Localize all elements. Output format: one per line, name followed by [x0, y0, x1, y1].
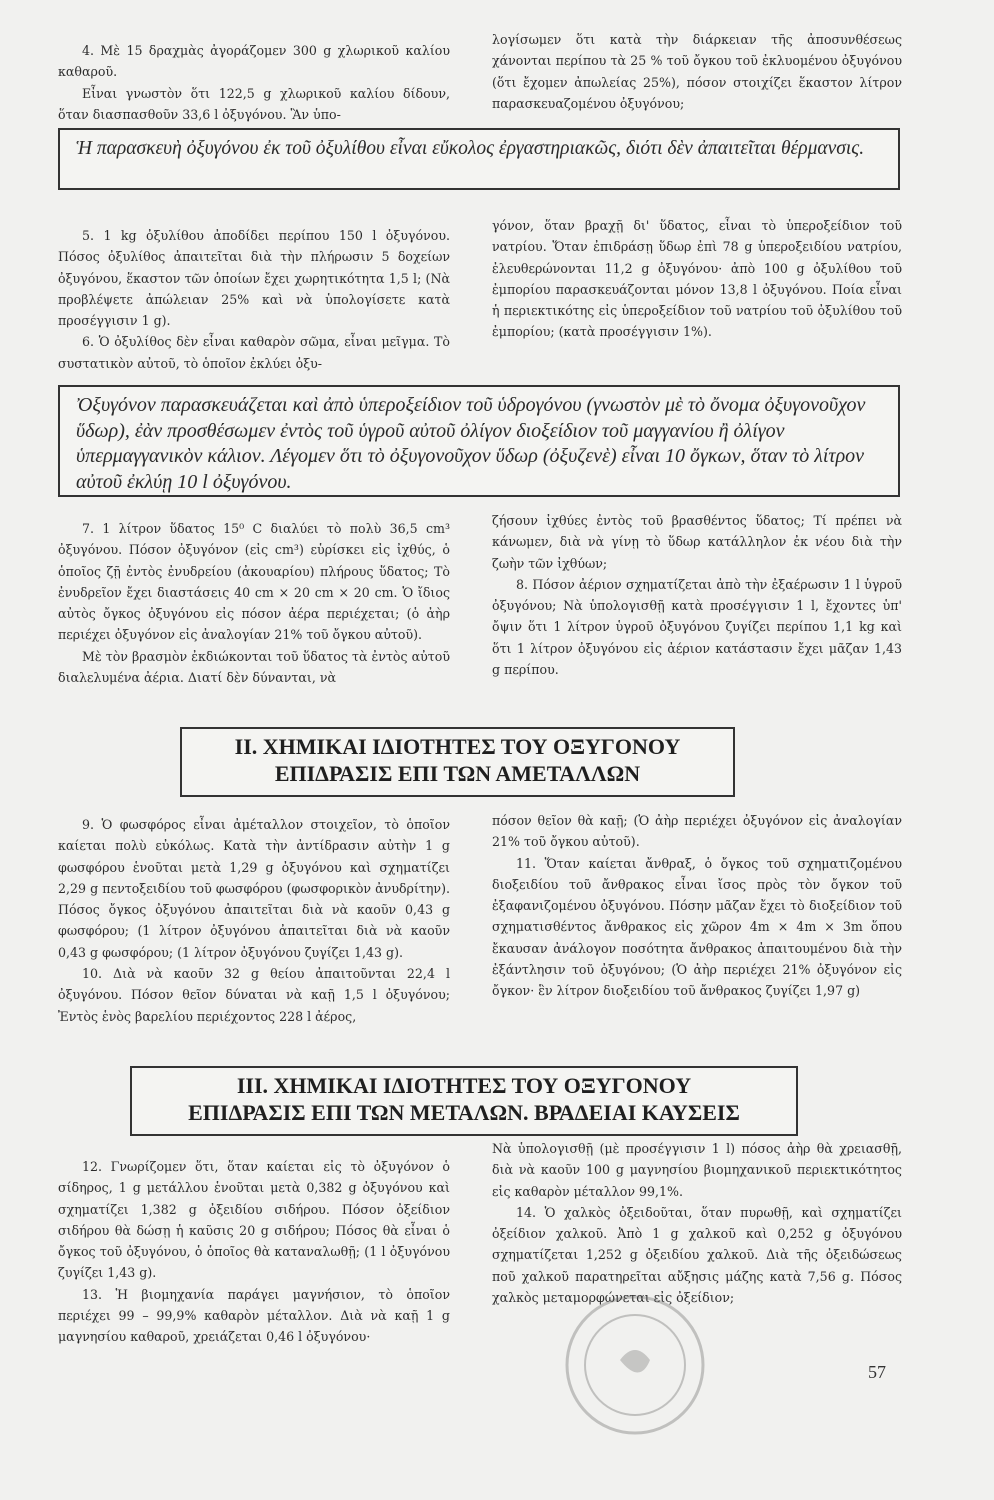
library-stamp-icon — [560, 1290, 710, 1440]
paragraph: Νὰ ὑπολογισθῇ (μὲ προσέγγισιν 1 l) πόσος ἀὴρ θὰ χρειασθῇ, διὰ νὰ καοῦν 100 g μαγνησίου βιομηχανικοῦ περιεκτικότητος εἰς καθαρὸν μέταλλον 99,1%. — [492, 1141, 902, 1199]
problems-9-10-column — [58, 814, 450, 1027]
paragraph: 13. Ἡ βιομηχανία παράγει μαγνήσιον, τὸ ὁποῖον περιέχει 99 – 99,9% καθαρὸν μέταλλον. Διὰ νὰ καῇ 1 g μαγνησίου καθαροῦ, χρειάζεται 0,46 l ὀξυγόνου· — [58, 1286, 450, 1345]
heading-line: ΕΠΙΔΡΑΣΙΣ ΕΠΙ ΤΩΝ ΑΜΕΤΑΛΛΩΝ — [274, 761, 641, 786]
paragraph: ζήσουν ἰχθύες ἐντὸς τοῦ βρασθέντος ὕδατος; Τί πρέπει νὰ κάνωμεν, διὰ νὰ γίνῃ τὸ ὕδωρ κατάλληλον ἐκ νέου διὰ τὴν ζωὴν τῶν ἰχθύων; — [492, 513, 902, 571]
problems-13-14-column — [492, 1138, 902, 1308]
highlight-box-hydrogen-peroxide — [58, 385, 900, 497]
paragraph: γόνον, ὅταν βραχῇ δι' ὕδατος, εἶναι τὸ ὑπεροξείδιον τοῦ νατρίου. Ὅταν ἐπιδράσῃ ὕδωρ ἐπὶ 78 g ὑπεροξειδίου νατρίου, ἐλευθερώνονται 11,2 g ὀξυγόνου· ἀπὸ 100 g ὀξυλίθου τοῦ ἐμπορίου παρασκευάζονται μόνον 13,8 l ὀξυγόνου. Ποία εἶναι ἡ περιεκτικότης εἰς ὑπεροξείδιον τοῦ νατρίου τοῦ ὀξυλίθου τοῦ ἐμπορίου; (κατὰ προσέγγισιν 1%). — [492, 218, 902, 340]
problems-7-8-column — [492, 510, 902, 680]
paragraph: πόσον θεῖον θὰ καῇ; (Ὁ ἀὴρ περιέχει ὀξυγόνον εἰς ἀναλογίαν 21% τοῦ ὄγκου αὐτοῦ). — [492, 813, 902, 850]
problems-12-13-column — [58, 1156, 450, 1348]
section-heading-metals — [130, 1066, 798, 1136]
paragraph: 9. Ὁ φωσφόρος εἶναι ἀμέταλλον στοιχεῖον, τὸ ὁποῖον καίεται πολὺ εὐκόλως. Κατὰ τὴν ἀντίδρασιν αὐτὴν 1 g φωσφόρου ἑνοῦται μετὰ 1,29 g ὀξυγόνου καὶ σχηματίζει 2,29 g πεντοξειδίου τοῦ φωσφόρου (φωσφορικὸν ἀνυδρίτην). Πόσος ὄγκος ὀξυγόνου ἀπαιτεῖται διὰ νὰ καοῦν 0,43 g φωσφόρου; (1 λίτρον ὀξυγόνου ἀπαιτεῖται διὰ νὰ καοῦν 0,43 g φωσφόρου; (1 λίτρον ὀξυγόνου ζυγίζει 1,43 g). — [58, 817, 450, 960]
paragraph: 10. Διὰ νὰ καοῦν 32 g θείου ἀπαιτοῦνται 22,4 l ὀξυγόνου. Πόσον θεῖον δύναται νὰ καῇ 1,5 l ὀξυγόνου; Ἐντὸς ἑνὸς βαρελίου περιέχοντος 228 l ἀέρος, — [58, 966, 450, 1024]
page-number: 57 — [868, 1362, 886, 1382]
paragraph: 7. 1 λίτρον ὕδατος 15⁰ C διαλύει τὸ πολὺ 36,5 cm³ ὀξυγόνου. Πόσον ὀξυγόνον (εἰς cm³) εὑρίσκει εἰς ἰχθύς, ὁ ὁποῖος ζῇ ἐντὸς ἐνυδρείου (ἀκουαρίου) πλήρους ὕδατος; Τὸ ἐνυδρεῖον ἔχει διαστάσεις 40 cm × 20 cm × 20 cm. Ὁ ἴδιος αὐτὸς ὄγκος ὀξυγόνου εἰς πόσον ἀέρα περιέχεται; (ὁ ἀὴρ περιέχει ὀξυγόνον εἰς ἀναλογίαν 21% τοῦ ὄγκου αὐτοῦ). — [58, 521, 450, 643]
paragraph: 12. Γνωρίζομεν ὅτι, ὅταν καίεται εἰς τὸ ὀξυγόνον ὁ σίδηρος, 1 g μετάλλου ἑνοῦται μετὰ 0,382 g ὀξυγόνου καὶ σχηματίζει 1,382 g ὀξειδίου σιδήρου. Πόσον ὀξείδιον σιδήρου θὰ δώσῃ ἡ καῦσις 20 g σιδήρου; Πόσος θὰ εἶναι ὁ ὄγκος τοῦ ὀξυγόνου, ὁ ὁποῖος θὰ καταναλωθῇ; (1 l ὀξυγόνου ζυγίζει 1,43 g). — [58, 1159, 450, 1281]
problem-4-column — [58, 40, 450, 125]
paragraph: Μὲ τὸν βρασμὸν ἐκδιώκονται τοῦ ὕδατος τὰ ἐντὸς αὐτοῦ διαλελυμένα ἀέρια. Διατί δὲν δύνανται, νὰ — [58, 648, 450, 686]
problem-6-continued-column — [492, 215, 902, 343]
paragraph: 8. Πόσον ἀέριον σχηματίζεται ἀπὸ τὴν ἐξαέρωσιν 1 l ὑγροῦ ὀξυγόνου; Νὰ ὑπολογισθῇ κατὰ προσέγγισιν 1 l, ἔχοντες ὑπ' ὄψιν ὅτι 1 λίτρον ὑγροῦ ὀξυγόνου ζυγίζει περίπου 1,1 kg καὶ ὅτι 1 λίτρον ὀξυγόνου εἰς ἀέριον κατάστασιν ἔχει μᾶζαν 1,43 g περίπου. — [492, 576, 902, 678]
paragraph: 4. Μὲ 15 δραχμὰς ἀγοράζομεν 300 g χλωρικοῦ καλίου καθαροῦ. — [58, 43, 450, 80]
paragraph: 6. Ὁ ὀξυλίθος δὲν εἶναι καθαρὸν σῶμα, εἶναι μεῖγμα. Τὸ συστατικὸν αὐτοῦ, τὸ ὁποῖον ἐκλύει ὀξυ- — [58, 334, 450, 371]
heading-line: III. ΧΗΜΙΚΑΙ ΙΔΙΟΤΗΤΕΣ ΤΟΥ ΟΞΥΓΟΝΟΥ — [236, 1073, 692, 1098]
problems-10-11-column — [492, 810, 902, 1002]
paragraph: 11. Ὅταν καίεται ἄνθραξ, ὁ ὄγκος τοῦ σχηματιζομένου διοξειδίου τοῦ ἄνθρακος εἶναι ἴσος πρὸς τὸν ὄγκον τοῦ ἐξαφανιζομένου ὀξυγόνου. Πόσην μᾶζαν ἔχει τὸ διοξείδιον τοῦ σχηματισθέντος ἄνθρακος εἰς χῶρον 4m × 4m × 3m ὅπου ἔκαυσαν ἀνάλογον ποσότητα ἄνθρακος ἀπαιτουμένου διὰ τὴν ἐξάντλησιν τοῦ ὀξυγόνου; (Ὁ ἀὴρ περιέχει 21% ὀξυγόνον εἰς ὄγκον· ἓν λίτρον διοξειδίου τοῦ ἄνθρακος ζυγίζει 1,97 g) — [492, 855, 902, 999]
paragraph: λογίσωμεν ὅτι κατὰ τὴν διάρκειαν τῆς ἀποσυνθέσεως χάνονται περίπου τὰ 25 % τοῦ ὄγκου τοῦ ἐκλυομένου ὀξυγόνου (ὅτι ἔχομεν ἀπωλείας 25%), πόσον στοιχίζει ἕκαστον λίτρον παρασκευαζομένου ὀξυγόνου; — [492, 32, 902, 111]
problem-7-column — [58, 518, 450, 688]
paragraph: 14. Ὁ χαλκὸς ὀξειδοῦται, ὅταν πυρωθῇ, καὶ σχηματίζει ὀξείδιον χαλκοῦ. Ἀπὸ 1 g χαλκοῦ καὶ 0,252 g ὀξυγόνου σχηματίζεται 1,252 g ὀξειδίου χαλκοῦ. Διὰ τῆς ὀξειδώσεως ποῦ χαλκοῦ παρατηρεῖται αὔξησις μάζης κατὰ 7,56 g. Πόσος χαλκὸς μεταμορφώνεται εἰς ὀξείδιον; — [492, 1204, 902, 1306]
paragraph: Εἶναι γνωστὸν ὅτι 122,5 g χλωρικοῦ καλίου δίδουν, ὅταν διασπασθοῦν 33,6 l ὀξυγόνου. Ἂν ὑπο- — [58, 85, 450, 122]
section-heading-nonmetals — [180, 727, 735, 797]
heading-line: II. ΧΗΜΙΚΑΙ ΙΔΙΟΤΗΤΕΣ ΤΟΥ ΟΞΥΓΟΝΟΥ — [234, 734, 681, 759]
paragraph: 5. 1 kg ὀξυλίθου ἀποδίδει περίπου 150 l ὀξυγόνου. Πόσος ὀξυλίθος ἀπαιτεῖται διὰ τὴν πλήρωσιν 5 δοχείων ὀξυγόνου, ἕκαστον τῶν ὁποίων ἔχει χωρητικότητα 1,5 l; (Νὰ προβλέψετε ἀπώλειαν 25% καὶ νὰ ὑπολογίσετε κατὰ προσέγγισιν 1 g). — [58, 228, 450, 329]
problem-4-continued-column — [492, 29, 902, 114]
highlight-text: Ἡ παρασκευὴ ὀξυγόνου ἐκ τοῦ ὀξυλίθου εἶναι εὔκολος ἐργαστηριακῶς, διότι δὲν ἀπαιτεῖται θέρμανσις. — [76, 138, 865, 159]
highlight-text: Ὀξυγόνον παρασκευάζεται καὶ ἀπὸ ὑπεροξείδιον τοῦ ὑδρογόνου (γνωστὸν μὲ τὸ ὄνομα ὀξυγονοῦχον ὕδωρ), ἐὰν προσθέσωμεν ἐντὸς τοῦ ὑγροῦ αὐτοῦ ὀλίγον διοξείδιον τοῦ μαγγανίου ἢ ὀλίγον ὑπερμαγγανικὸν κάλιον. Λέγομεν ὅτι τὸ ὀξυγονοῦχον ὕδωρ (ὀξυζενὲ) εἶναι 10 ὄγκων, ὅταν τὸ λίτρον αὐτοῦ ἐκλύῃ 10 l ὀξυγόνου. — [76, 394, 866, 493]
problems-5-6-column — [58, 225, 450, 374]
highlight-box-oxylith — [58, 128, 900, 190]
heading-line: ΕΠΙΔΡΑΣΙΣ ΕΠΙ ΤΩΝ ΜΕΤΑΛΩΝ. ΒΡΑΔΕΙΑΙ ΚΑΥΣΕΙΣ — [188, 1100, 740, 1125]
